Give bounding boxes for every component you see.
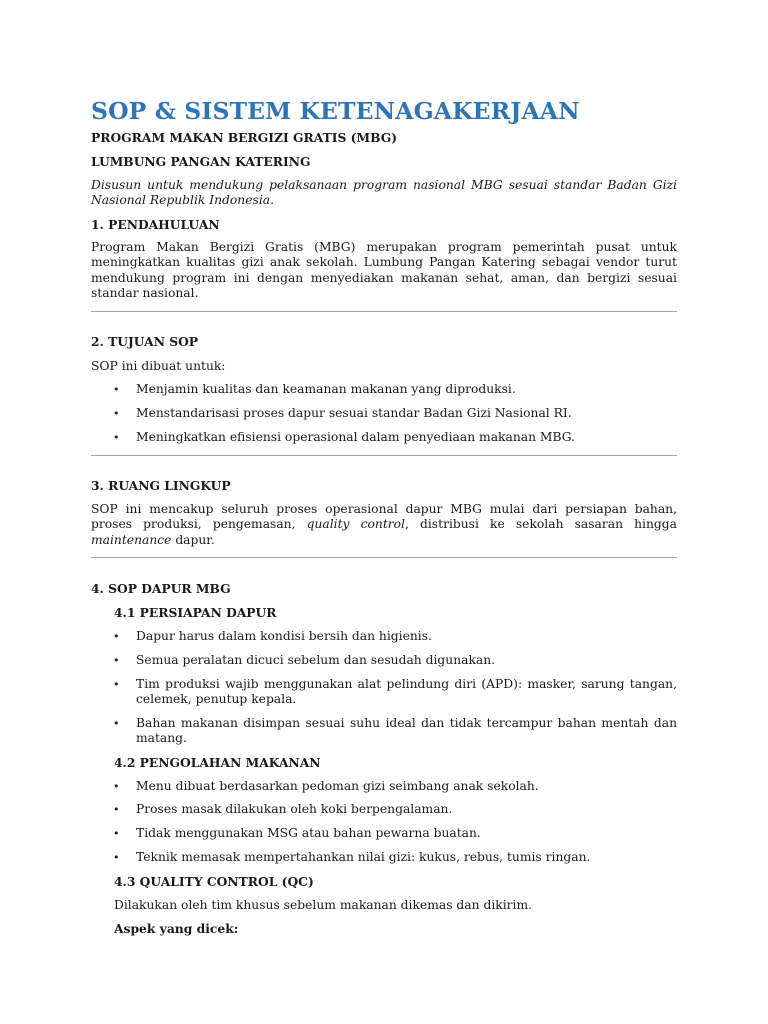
section-2-heading: 2. TUJUAN SOP [91, 334, 199, 349]
section-1-heading: 1. PENDAHULUAN [91, 217, 220, 232]
section-2-lead: SOP ini dibuat untuk: [91, 359, 226, 373]
bullet-icon: • [113, 407, 120, 420]
bullet-icon: • [113, 630, 120, 643]
list-item: • Meningkatkan efisiensi operasional dalam penyediaan makanan MBG. [113, 430, 576, 444]
section-4-heading: 4. SOP DAPUR MBG [91, 581, 231, 596]
bullet-icon: • [113, 431, 120, 444]
subsection-4-3-body: Dilakukan oleh tim khusus sebelum makanan dikemas dan dikirim. [114, 898, 533, 912]
list-item: • Bahan makanan disimpan sesuai suhu ideal dan tidak tercampur bahan mentah dan matang. [113, 716, 677, 746]
section-divider [91, 311, 677, 312]
list-item: • Menstandarisasi proses dapur sesuai standar Badan Gizi Nasional RI. [113, 406, 572, 420]
list-item: • Dapur harus dalam kondisi bersih dan higienis. [113, 629, 432, 643]
list-item: • Tidak menggunakan MSG atau bahan pewarna buatan. [113, 826, 481, 840]
bullet-icon: • [113, 803, 120, 816]
list-item: • Proses masak dilakukan oleh koki berpengalaman. [113, 802, 453, 816]
bullet-icon: • [113, 654, 120, 667]
list-item: • Tim produksi wajib menggunakan alat pelindung diri (APD): masker, sarung tangan, celemek, penutup kepala. [113, 677, 677, 707]
bullet-icon: • [113, 717, 120, 730]
subsection-4-2-heading: 4.2 PENGOLAHAN MAKANAN [114, 755, 321, 770]
bullet-icon: • [113, 678, 120, 691]
subsection-4-3-heading: 4.3 QUALITY CONTROL (QC) [114, 874, 314, 889]
section-divider [91, 455, 677, 456]
subsection-4-1-heading: 4.1 PERSIAPAN DAPUR [114, 605, 277, 620]
section-3-heading: 3. RUANG LINGKUP [91, 478, 231, 493]
list-item: • Teknik memasak mempertahankan nilai gizi: kukus, rebus, tumis ringan. [113, 850, 591, 864]
intro-paragraph: Disusun untuk mendukung pelaksanaan program nasional MBG sesuai standar Badan Gizi Nasional Republik Indonesia. [91, 178, 677, 208]
bullet-icon: • [113, 851, 120, 864]
section-3-body: SOP ini mencakup seluruh proses operasional dapur MBG mulai dari persiapan bahan, proses produksi, pengemasan, quality control, distribusi ke sekolah sasaran hingga maintenance dapur. [91, 502, 677, 547]
section-1-body: Program Makan Bergizi Gratis (MBG) merupakan program pemerintah pusat untuk meningkatkan kualitas gizi anak sekolah. Lumbung Pangan Katering sebagai vendor turut mendukung program ini dengan menyediakan makanan sehat, aman, dan bergizi sesuai standar nasional. [91, 240, 677, 300]
list-item: • Menjamin kualitas dan keamanan makanan yang diproduksi. [113, 382, 516, 396]
list-item: • Semua peralatan dicuci sebelum dan sesudah digunakan. [113, 653, 496, 667]
document-title: SOP & SISTEM KETENAGAKERJAAN [91, 97, 580, 125]
vendor-subtitle: LUMBUNG PANGAN KATERING [91, 154, 311, 169]
list-item: • Menu dibuat berdasarkan pedoman gizi seimbang anak sekolah. [113, 779, 539, 793]
program-subtitle: PROGRAM MAKAN BERGIZI GRATIS (MBG) [91, 130, 398, 145]
aspek-label: Aspek yang dicek: [114, 921, 239, 936]
section-divider [91, 557, 677, 558]
bullet-icon: • [113, 383, 120, 396]
bullet-icon: • [113, 780, 120, 793]
bullet-icon: • [113, 827, 120, 840]
